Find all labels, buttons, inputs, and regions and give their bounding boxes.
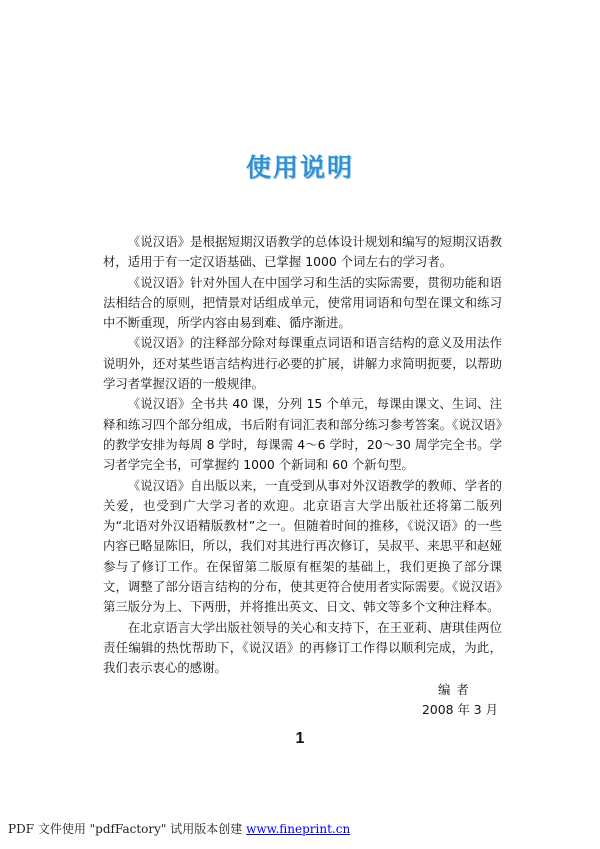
paragraph-3: 《说汉语》的注释部分除对每课重点词语和语言结构的意义及用法作说明外，还对某些语言结构进行必要的扩展，讲解力求简明扼要，以帮助学习者掌握汉语的一般规律。 — [103, 335, 502, 392]
footer-link[interactable]: www.fineprint.cn — [246, 822, 351, 836]
paragraph-5: 《说汉语》自出版以来，一直受到从事对外汉语教学的教师、学者的关爱，也受到广大学习者的欢迎。北京语言大学出版社还将第二版列为“北语对外汉语精版教材”之一。但随着时间的推移，《说汉语》的一些内容已略显陈旧，所以，我们对其进行再次修订，吴叔平、来思平和赵娅参与了修订工作。在保留第二版原有框架的基础上，我们更换了部分课文，调整了部分语言结构的分布，使其更符合使用者实际需要。《说汉语》第三版分为上、下两册，并将推出英文、日文、韩文等多个文种注释本。 — [103, 477, 502, 615]
signature-author: 编者 — [438, 682, 475, 697]
page-number: 1 — [295, 730, 305, 747]
pdf-footer — [8, 820, 350, 837]
paragraph-1: 《说汉语》是根据短期汉语教学的总体设计规划和编写的短期汉语教材，适用于有一定汉语基础、已掌握 1000 个词左右的学习者。 — [103, 234, 502, 270]
body-text — [103, 232, 502, 679]
signature-block — [380, 680, 520, 721]
footer-text: PDF 文件使用 "pdfFactory" 试用版本创建 — [8, 822, 247, 836]
paragraph-2: 《说汉语》针对外国人在中国学习和生活的实际需要，贯彻功能和语法相结合的原则，把情景对话组成单元，使常用词语和句型在课文和练习中不断重现，所学内容由易到难、循序渐进。 — [103, 274, 502, 331]
paragraph-6: 在北京语言大学出版社领导的关心和支持下，在王亚莉、唐琪佳两位责任编辑的热忱帮助下，《说汉语》的再修订工作得以顺利完成，为此，我们表示衷心的感谢。 — [103, 619, 502, 676]
paragraph-4: 《说汉语》全书共 40 课，分列 15 个单元，每课由课文、生词、注释和练习四个部分组成，书后附有词汇表和部分练习参考答案。《说汉语》的教学安排为每周 8 学时，每课需 4～6 学时，20～30 周学完全书。学习者学完全书，可掌握约 1000 个新词和 60 个新句型。 — [103, 396, 502, 473]
page-title: 使用说明 — [245, 153, 354, 182]
signature-date: 2008 年 3 月 — [422, 702, 499, 718]
